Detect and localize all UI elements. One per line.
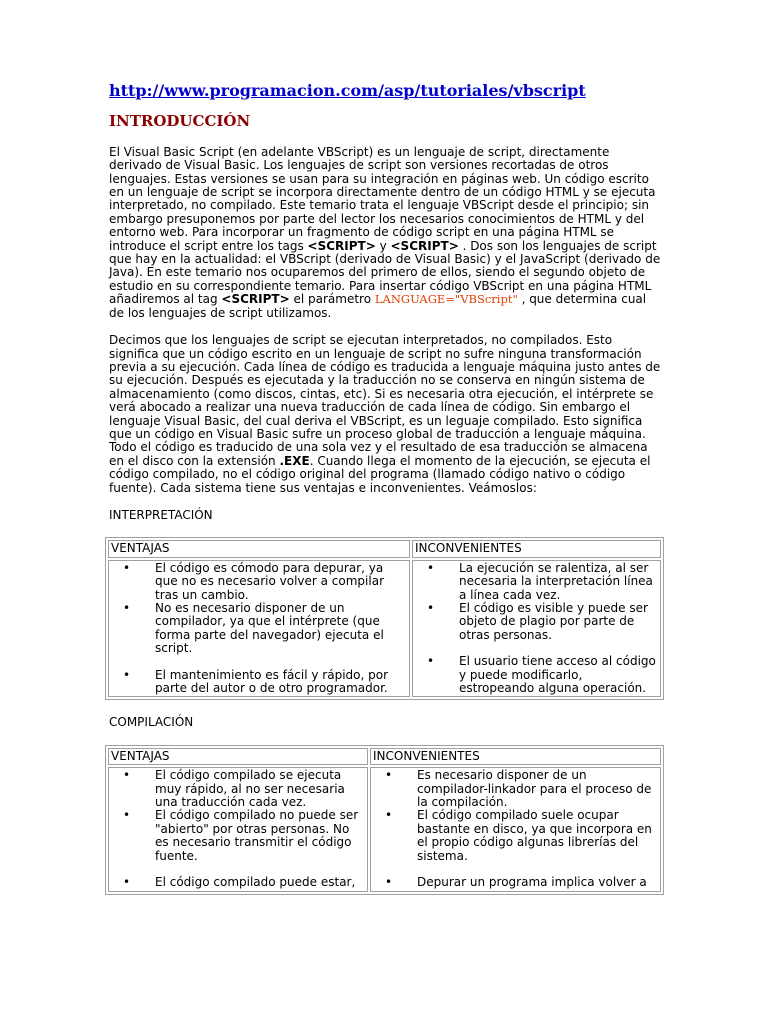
intro-paragraph-2 (109, 334, 664, 495)
ventajas-cell (108, 767, 368, 891)
inconvenientes-cell (412, 560, 661, 698)
bullet-icon: • (123, 667, 131, 682)
bullet-icon: • (427, 560, 435, 575)
list-item (123, 560, 407, 602)
text-run: . Cuando llega el momento de la ejecución, se ejecuta el código compilado, no el código original del programa (llamado código nativo o código fuente). Cada sistema tiene sus ventajas e inconvenientes. Veámoslos: (109, 453, 651, 495)
table-row (108, 767, 661, 891)
script-tag-open: <SCRIPT> (307, 238, 376, 253)
bullet-icon: • (427, 601, 435, 615)
text-run: , que determina cual de los lenguajes de script utilizamos. (109, 292, 647, 320)
compilacion-table (105, 745, 664, 895)
compilacion-label: COMPILACIÓN (109, 715, 194, 730)
list-item-text: Depurar un programa implica volver a (417, 875, 647, 890)
list-item-text: El código compilado se ejecuta muy rápido, al no ser necesaria una traducción cada vez. (155, 768, 345, 810)
list-item-text: El código es cómodo para depurar, ya que no es necesario volver a compilar tras un cambio. (155, 560, 385, 602)
bullet-icon: • (123, 601, 131, 615)
text-run: Decimos que los lenguajes de script se ejecutan interpretados, no compilados. Esto significa que un código escrito en un lenguaje de script no sufre ninguna transformación previa a su ejecución. Cada línea de código es traducida a lenguaje máquina justo antes de su ejecución. Después es ejecutada y la traducción no se conserva en ningún sistema de almacenamiento (como discos, cintas, etc). Si es necesaria otra ejecución, el intérprete se verá abocado a realizar una nueva traducción de cada línea de código. Sin embargo el lenguaje Visual Basic, del cual deriva el VBScript, es un leguaje compilado. Esto significa que un código en Visual Basic sufre un proceso global de traducción a lenguaje máquina. Todo el código es traducido de una sola vez y el resultado de esa traducción se almacena en el disco con la extensión (109, 333, 661, 468)
source-url-link[interactable]: http://www.programacion.com/asp/tutoriales/vbscript (109, 81, 586, 100)
list-item (427, 560, 658, 602)
list-item (123, 667, 407, 696)
table-row (108, 560, 661, 698)
ventajas-cell (108, 560, 410, 698)
text-run: . Dos son los lenguajes de script que hay en la actualidad: el VBScript (derivado de Visual Basic) y el JavaScript (derivado de Java). En este temario nos ocuparemos del primero de ellos, siendo el segundo objeto de estudio en su correspondiente temario. Para insertar código VBScript en una página HTML añadiremos al tag (109, 238, 661, 307)
bullet-icon: • (123, 808, 131, 823)
list-item (385, 768, 658, 810)
list-item (385, 875, 658, 890)
list-item-text: El código compilado puede estar, (155, 875, 356, 890)
list-item (123, 875, 365, 890)
exe-extension: .EXE (279, 453, 310, 468)
bullet-icon: • (385, 875, 393, 890)
table-header-row (108, 540, 661, 557)
bullet-icon: • (123, 560, 131, 575)
interpretacion-label: INTERPRETACIÓN (109, 507, 213, 522)
header-inconvenientes: INCONVENIENTES (412, 540, 661, 557)
list-item-text: El código compilado no puede ser "abierto" por otras personas. No es necesario transmitir el código fuente. (155, 808, 359, 863)
header-inconvenientes: INCONVENIENTES (370, 748, 661, 765)
text-run: El Visual Basic Script (en adelante VBScript) es un lenguaje de script, directamente derivado de Visual Basic. Los lenguajes de script son versiones recortadas de otros lenguajes. Estas versiones se usan para su integración en páginas web. Un código escrito en un lenguaje de script se incorpora directamente dentro de un código HTML y se ejecuta interpretado, no compilado. Este temario trata el lenguaje VBScript desde el principio; sin embargo presuponemos por parte del lector los necesarios conocimientos de HTML y del entorno web. Para incorporar un fragmento de código script en una página HTML se introduce el script entre los tags (109, 144, 656, 253)
list-item (123, 601, 407, 656)
list-item-text: La ejecución se ralentiza, al ser necesaria la interpretación línea a línea cada vez. (459, 560, 653, 602)
script-tag-close: <SCRIPT> (390, 238, 459, 253)
list-item (123, 768, 365, 810)
inconvenientes-list (415, 562, 658, 696)
list-item-text: El código compilado suele ocupar bastante en disco, ya que incorpora en el propio código algunas librerías del sistema. (417, 808, 652, 863)
bullet-icon: • (385, 808, 393, 823)
inconvenientes-cell (370, 767, 661, 891)
script-tag: <SCRIPT> (221, 292, 290, 307)
list-item (123, 808, 365, 863)
bullet-icon: • (123, 875, 131, 890)
list-item (427, 601, 658, 642)
list-item-text: El mantenimiento es fácil y rápido, por parte del autor o de otro programador. (155, 667, 389, 696)
header-ventajas: VENTAJAS (108, 540, 410, 557)
bullet-icon: • (385, 768, 393, 783)
table-header-row (108, 748, 661, 765)
text-run: y (375, 238, 391, 253)
list-item-text: No es necesario disponer de un compilador, ya que el intérprete (que forma parte del navegador) ejecuta el script. (155, 601, 384, 656)
list-item (385, 808, 658, 863)
intro-paragraph-1 (109, 146, 664, 320)
header-ventajas: VENTAJAS (108, 748, 368, 765)
bullet-icon: • (427, 654, 435, 669)
inconvenientes-list (373, 769, 658, 889)
list-item-text: El código es visible y puede ser objeto de plagio por parte de otras personas. (459, 601, 648, 642)
ventajas-list (111, 562, 407, 696)
section-heading-introduccion: INTRODUCCIÓN (109, 112, 251, 131)
bullet-icon: • (123, 768, 131, 783)
list-item-text: El usuario tiene acceso al código y puede modificarlo, estropeando alguna operación. (459, 654, 656, 696)
interpretacion-table (105, 537, 664, 700)
text-run: el parámetro (289, 292, 375, 307)
language-parameter: LANGUAGE="VBScript" (374, 292, 518, 307)
ventajas-list (111, 769, 365, 889)
list-item (427, 654, 658, 696)
document-page (109, 81, 664, 895)
list-item-text: Es necesario disponer de un compilador-linkador para el proceso de la compilación. (417, 768, 652, 810)
